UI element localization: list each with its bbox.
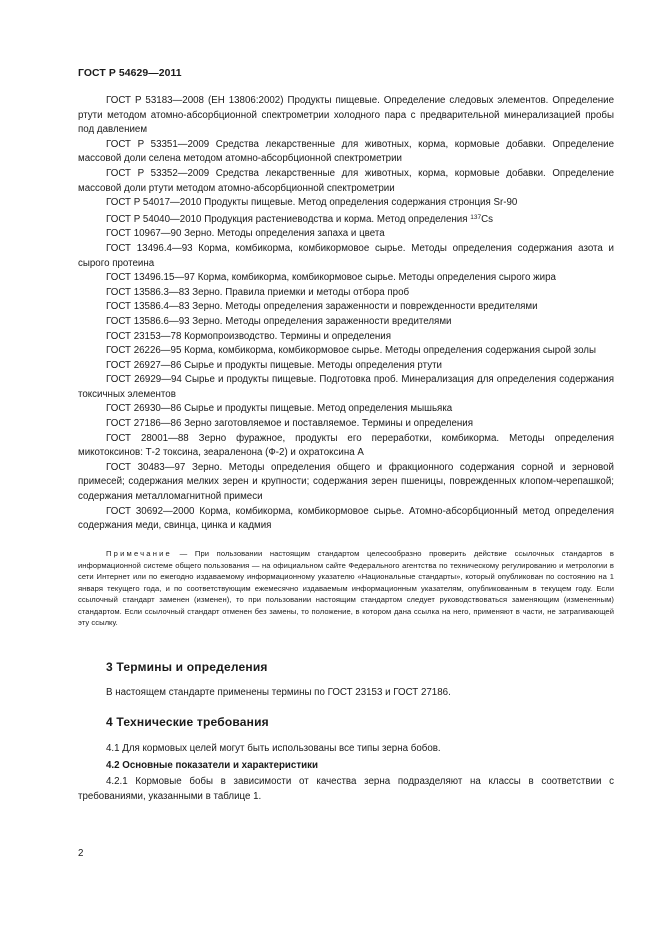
reference-title: Корма, комбикорма, комбикормовое сырье. Атомно-абсорбционный метод определения содержания меди, свинца, цинка и кадмия	[78, 505, 614, 532]
reference-item	[78, 167, 614, 196]
section-4-heading: 4 Технические требования	[106, 715, 269, 729]
reference-title: Кормопроизводство. Термины и определения	[184, 330, 392, 342]
reference-code: ГОСТ Р 54040—2010	[106, 213, 202, 225]
reference-item	[78, 300, 614, 315]
reference-code: ГОСТ Р 53183—2008 (ЕН 13806:2002)	[106, 95, 284, 106]
reference-title: Корма, комбикорма, комбикормовое сырье. Методы определения содержания сырой золы	[184, 345, 596, 357]
reference-item	[78, 330, 614, 345]
reference-item	[78, 373, 614, 402]
reference-title: Зерно. Методы определения запаха и цвета	[184, 228, 385, 240]
reference-title: Сырье и продукты пищевые. Метод определения мышьяка	[184, 403, 453, 415]
reference-code: ГОСТ 30692—2000	[106, 505, 195, 517]
reference-title: Средства лекарственные для животных, корма, кормовые добавки. Определение массовой доли селена методом атомно-абсорбционной спектрометрии	[78, 138, 614, 165]
reference-item	[78, 432, 614, 461]
reference-item	[78, 402, 614, 417]
reference-title: Продукция растениеводства и корма. Метод определения	[204, 213, 468, 225]
reference-code: ГОСТ Р 53351—2009	[106, 138, 210, 150]
reference-item	[78, 286, 614, 301]
reference-item	[78, 242, 614, 271]
reference-code: ГОСТ 26929—94	[106, 374, 182, 386]
reference-code: ГОСТ 13496.4—93	[106, 242, 193, 254]
reference-item	[78, 138, 614, 167]
paragraph-4-2-1: 4.2.1 Кормовые бобы в зависимости от качества зерна подразделяют на классы в соответствии с требованиями, указанными в таблице 1.	[78, 776, 614, 802]
reference-code: ГОСТ 28001—88	[106, 432, 189, 444]
reference-code: ГОСТ 26226—95	[106, 345, 182, 357]
reference-item	[78, 344, 614, 359]
paragraph-4-1: 4.1 Для кормовых целей могут быть использованы все типы зерна бобов.	[106, 743, 441, 754]
reference-title: Зерно. Методы определения зараженности и поврежденности вредителями	[192, 301, 538, 313]
reference-title: Зерно. Методы определения зараженности вредителями	[192, 315, 452, 327]
reference-code: ГОСТ 13586.4—83	[106, 301, 190, 313]
reference-code: ГОСТ 10967—90	[106, 228, 182, 240]
reference-item	[78, 461, 614, 505]
subsection-4-2-heading: 4.2 Основные показатели и характеристики	[106, 760, 318, 771]
reference-item	[78, 505, 614, 534]
reference-item	[78, 196, 614, 211]
reference-title: Зерно заготовляемое и поставляемое. Термины и определения	[184, 418, 474, 430]
reference-title: Корма, комбикорма, комбикормовое сырье. Методы определения содержания азота и сырого протеина	[78, 242, 614, 269]
reference-code: ГОСТ 27186—86	[106, 418, 182, 430]
section-3-heading: 3 Термины и определения	[106, 660, 268, 674]
reference-title: Зерно фуражное, продукты его переработки, комбикорма. Методы определения микотоксинов: Т-2 токсина, зеараленона (Ф-2) и охратоксина А	[78, 432, 614, 459]
isotope-symbol: Cs	[481, 213, 493, 225]
document-header: ГОСТ Р 54629—2011	[78, 68, 182, 79]
section-3-text: В настоящем стандарте применены термины по ГОСТ 23153 и ГОСТ 27186.	[106, 687, 451, 698]
reference-code: ГОСТ 13586.3—83	[106, 286, 190, 298]
reference-item	[78, 315, 614, 330]
reference-code: ГОСТ 23153—78	[106, 330, 182, 342]
note-label: Примечание	[106, 549, 172, 558]
reference-code: ГОСТ 13586.6—93	[106, 315, 190, 327]
reference-title: Корма, комбикорма, комбикормовое сырье. Методы определения сырого жира	[197, 272, 556, 284]
reference-title: Средства лекарственные для животных, корма, кормовые добавки. Определение массовой доли ртути методом атомно-абсорбционной спектрометрии	[78, 167, 614, 194]
reference-code: ГОСТ 13496.15—97	[106, 272, 195, 284]
reference-item	[78, 271, 614, 286]
reference-item	[78, 94, 614, 138]
reference-title: Сырье и продукты пищевые. Методы определения ртути	[184, 359, 443, 371]
reference-code: ГОСТ Р 53352—2009	[106, 167, 210, 179]
reference-title: Зерно. Правила приемки и методы отбора проб	[192, 286, 410, 298]
reference-code: ГОСТ 26930—86	[106, 403, 182, 415]
note-paragraph	[78, 548, 614, 629]
reference-item	[78, 417, 614, 432]
reference-title: Продукты пищевые. Метод определения содержания стронция Sr-90	[204, 197, 518, 209]
reference-code: ГОСТ 30483—97	[106, 461, 186, 473]
reference-title: Продукты пищевые. Определение следовых элементов. Определение ртути методом атомно-абсорбционной спектрометрии холодного пара с предварительной минерализацией пробы под давлением	[78, 95, 614, 136]
reference-title: Зерно. Методы определения общего и фракционного содержания сорной и зерновой примесей; содержания мелких зерен и крупности; содержания зерен пшеницы, поврежденных клопом-черепашкой; содержания металломагнитной примеси	[78, 461, 615, 503]
reference-code: ГОСТ Р 54017—2010	[106, 197, 202, 209]
reference-item	[78, 359, 614, 374]
reference-item	[78, 211, 614, 228]
normative-references-list	[78, 94, 614, 534]
isotope-superscript: 137	[470, 213, 482, 221]
page-number: 2	[78, 848, 84, 859]
reference-code: ГОСТ 26927—86	[106, 359, 182, 371]
note-text: — При пользовании настоящим стандартом целесообразно проверить действие ссылочных стандартов в информационной системе общего пользования — на официальном сайте Федерального агентства по техническому регулированию и метрологии в сети Интернет или по ежегодно издаваемому информационному указателю «Национальные стандарты», который опубликован по состоянию на 1 января текущего года, и по соответствующим ежемесячно издаваемым информационным указателям, опубликованным в текущем году. Если ссылочный стандарт заменен (изменен), то при пользовании настоящим стандартом следует руководствоваться заменяющим (измененным) стандартом. Если ссылочный стандарт отменен без замены, то положение, в котором дана ссылка на него, применяют в части, не затрагивающей эту ссылку.	[78, 549, 614, 628]
reference-title: Сырье и продукты пищевые. Подготовка проб. Минерализация для определения содержания токсичных элементов	[78, 374, 614, 400]
reference-item	[78, 227, 614, 242]
